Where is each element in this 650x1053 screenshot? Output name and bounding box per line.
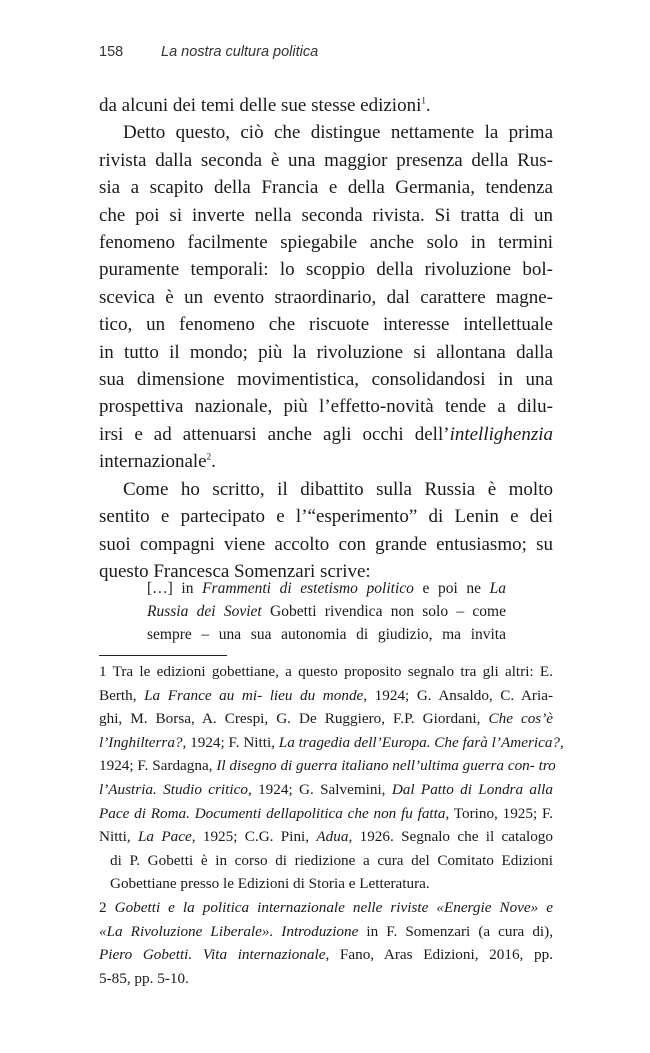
text-line: sia a scapito della Francia e della Germania, tendenza <box>99 177 553 199</box>
main-text <box>99 92 553 585</box>
paragraph-start: Come ho scritto, il dibattito sulla Russia è molto <box>123 478 553 500</box>
footnote-ref-2[interactable]: 2 <box>206 451 212 462</box>
footnote-2: 2 Gobetti e la politica internazionale nelle riviste «Energie Nove» e <box>99 898 553 916</box>
text-line: sentito e partecipato e l’“esperimento” di Lenin e dei <box>99 506 553 528</box>
running-title: La nostra cultura politica <box>161 44 319 60</box>
footnote-line: ghi, M. Borsa, A. Crespi, G. De Ruggiero, F.P. Giordani, Che cos’è <box>99 710 553 728</box>
footnote-line: Gobettiane presso le Edizioni di Storia e Letteratura. <box>110 875 430 893</box>
footnote-line: l’Inghilterra?, 1924; F. Nitti, La tragedia dell’Europa. Che farà l’America?, <box>99 733 564 751</box>
footnote-line: Berth, La France au mi- lieu du monde, 1924; G. Ansaldo, C. Aria- <box>99 686 553 704</box>
text-line: che poi si inverte nella seconda rivista. Si tratta di un <box>99 204 553 226</box>
footnote-line: «La Rivoluzione Liberale». Introduzione in F. Somenzari (a cura di), <box>99 922 553 940</box>
footnote-line: Piero Gobetti. Vita internazionale, Fano, Aras Edizioni, 2016, pp. <box>99 946 553 964</box>
text-line: da alcuni dei temi delle sue stesse edizioni$^1$. <box>99 95 431 116</box>
footnote-line: Pace di Roma. Documenti dellapolitica che non fu fatta, Torino, 1925; F. <box>99 804 553 822</box>
page-number: 158 <box>99 44 124 60</box>
quote-line: […] in Frammenti di estetismo politico e poi ne La <box>147 580 506 597</box>
block-quote <box>147 577 506 646</box>
text-line: sua dimensione movimentistica, consolidandosi in una <box>99 369 553 391</box>
text-line: puramente temporali: lo scoppio della rivoluzione bol- <box>99 259 553 281</box>
text-line: prospettiva nazionale, più l’effetto-novità tende a dilu- <box>99 396 553 418</box>
text-line: irsi e ad attenuarsi anche agli occhi dell’intellighenzia <box>99 423 553 445</box>
text-line: rivista dalla seconda è una maggior presenza della Rus- <box>99 149 553 171</box>
running-header <box>99 44 580 60</box>
footnote-line: 5-85, pp. 5-10. <box>99 969 189 987</box>
italic-term: intellighenzia <box>449 423 553 445</box>
text-line: suoi compagni viene accolto con grande entusiasmo; su <box>99 533 553 555</box>
text-line: questo Francesca Somenzari scrive: <box>99 560 371 582</box>
paragraph-start: Detto questo, ciò che distingue nettamente la prima <box>123 122 553 144</box>
footnote-1: 1 Tra le edizioni gobettiane, a questo proposito segnalo tra gli altri: E. <box>99 663 553 680</box>
text-line: tico, un fenomeno che riscuote interesse intellettuale <box>99 314 553 336</box>
footnote-line: di P. Gobetti è in corso di riedizione a cura del Comitato Edizioni <box>110 851 553 869</box>
footnote-line: Nitti, La Pace, 1925; C.G. Pini, Adua, 1926. Segnalo che il catalogo <box>99 828 553 846</box>
text-line: scevica è un evento straordinario, dal carattere magne- <box>99 286 553 308</box>
quote-line: sempre – una sua autonomia di giudizio, ma invita <box>147 626 506 643</box>
footnote-line: l’Austria. Studio critico, 1924; G. Salvemini, Dal Patto di Londra alla <box>99 780 554 798</box>
footnote-line: 1924; F. Sardagna, Il disegno di guerra italiano nell’ultima guerra con- tro <box>99 757 556 775</box>
footnotes <box>99 660 564 990</box>
text-line: in tutto il mondo; più la rivoluzione si allontana dalla <box>99 341 553 363</box>
text-line: fenomeno facilmente spiegabile anche solo in termini <box>99 232 553 254</box>
text-line: internazionale$^2$. <box>99 451 216 473</box>
quote-line: Russia dei Soviet Gobetti rivendica non solo – come <box>147 603 506 620</box>
footnote-ref-1[interactable]: 1 <box>421 95 426 106</box>
footnote-separator <box>99 655 227 656</box>
